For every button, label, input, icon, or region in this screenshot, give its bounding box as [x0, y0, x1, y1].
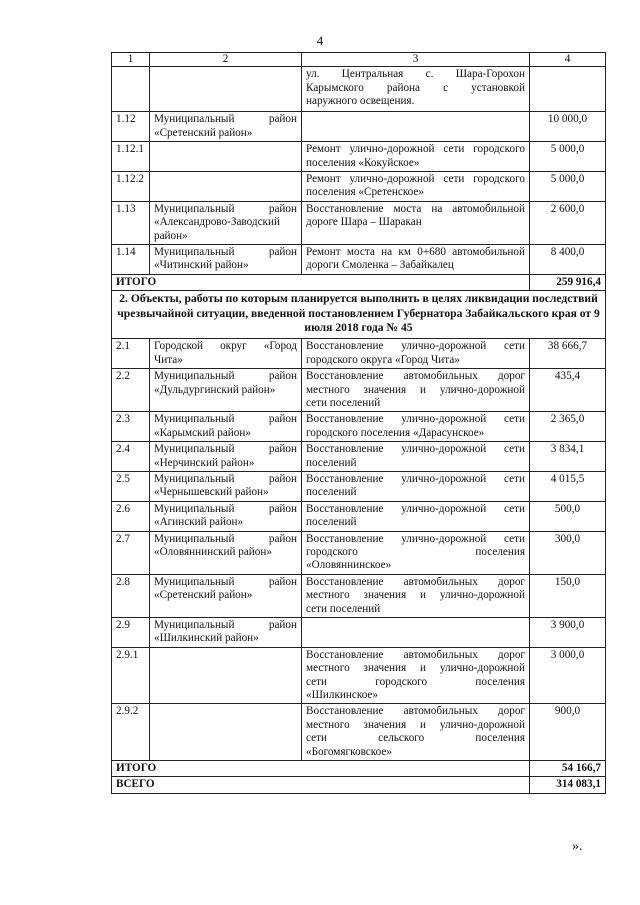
amount-cell: 435,4: [530, 369, 606, 412]
amount-cell: 900,0: [530, 704, 606, 761]
section-title: 2. Объекты, работы по которым планируется выполнить в целях ликвидации последствий чрезвычайной ситуации, введенной постановлением Губернатора Забайкальского края от 9 июля 2018 года № 45: [112, 291, 606, 339]
table-row: [112, 647, 606, 704]
work-cell: [302, 369, 530, 412]
cell-line: поселения «Сретенское»: [306, 186, 424, 199]
row-number: 1.12.2: [112, 172, 150, 202]
amount-cell: 2 365,0: [530, 412, 606, 442]
cell-line: местного значения и улично-дорожной: [306, 383, 525, 396]
cell-line: городского поселения: [306, 545, 525, 558]
cell-line: «Читинский район»: [154, 259, 249, 272]
section-2-title-row: [112, 291, 606, 339]
cell-line: поселений: [306, 516, 357, 529]
cell-line: Муниципальный район: [154, 443, 297, 456]
district-cell: [150, 172, 302, 202]
cell-line: «Сретенский район»: [154, 126, 253, 139]
cell-line: Муниципальный район: [154, 472, 297, 485]
district-cell: [150, 67, 302, 112]
table-row: [112, 471, 606, 501]
work-cell: [302, 201, 530, 244]
cell-line: Восстановление улично-дорожной сети: [306, 413, 525, 426]
cell-line: Муниципальный район: [154, 202, 297, 215]
cell-line: Восстановление улично-дорожной сети: [306, 502, 525, 515]
row-number: 2.2: [112, 369, 150, 412]
cell-line: местного значения и улично-дорожной: [306, 718, 525, 731]
continuation-row: [112, 67, 606, 112]
cell-line: «Сретенский район»: [154, 589, 253, 602]
row-number: 1.12.1: [112, 142, 150, 172]
cell-line: «Богомягковское»: [306, 745, 392, 758]
amount-cell: 10 000,0: [530, 112, 606, 142]
row-number: 2.6: [112, 501, 150, 531]
district-cell: [150, 704, 302, 761]
cell-line: Муниципальный район: [154, 532, 297, 545]
table-row: [112, 369, 606, 412]
amount-cell: 38 666,7: [530, 339, 606, 369]
cell-line: Восстановление улично-дорожной сети: [306, 443, 525, 456]
cell-line: «Оловяннинский район»: [154, 545, 272, 558]
work-cell: [302, 531, 530, 574]
cell-line: дороги Смоленка – Забайкалец: [306, 259, 454, 272]
cell-line: Восстановление автомобильных дорог: [306, 370, 525, 383]
allocation-table: [111, 52, 606, 794]
amount-cell: 3 900,0: [530, 618, 606, 648]
row-number: 2.9.1: [112, 647, 150, 704]
district-cell: [150, 501, 302, 531]
table-row: [112, 501, 606, 531]
row-number: 2.4: [112, 442, 150, 472]
header-col-2: 2: [150, 53, 302, 67]
row-number: 1.12: [112, 112, 150, 142]
header-col-3: 3: [302, 53, 530, 67]
district-cell: [150, 245, 302, 275]
row-number: 2.3: [112, 412, 150, 442]
total-value: 259 916,4: [530, 274, 606, 290]
table-row: [112, 531, 606, 574]
row-number: 2.9: [112, 618, 150, 648]
table-row: [112, 442, 606, 472]
header-col-4: 4: [530, 53, 606, 67]
cell-line: сети городского поселения: [306, 675, 525, 688]
cell-line: «Карымский район»: [154, 426, 251, 439]
district-cell: [150, 142, 302, 172]
cell-line: Чита»: [154, 353, 183, 366]
cell-line: городского округа «Город Чита»: [306, 353, 460, 366]
district-cell: [150, 339, 302, 369]
cell-line: район»: [154, 229, 188, 242]
header-col-1: 1: [112, 53, 150, 67]
amount-cell: 5 000,0: [530, 142, 606, 172]
table-row: [112, 201, 606, 244]
table-row: [112, 339, 606, 369]
work-cell: [302, 245, 530, 275]
cell-line: Восстановление улично-дорожной сети: [306, 472, 525, 485]
work-cell: [302, 442, 530, 472]
cell-line: местного значения и улично-дорожной: [306, 589, 525, 602]
cell-line: Ремонт моста на км 0+680 автомобильной: [306, 246, 525, 259]
total-value: 314 083,1: [530, 777, 606, 793]
work-cell: [302, 412, 530, 442]
total-label: ИТОГО: [112, 761, 530, 777]
cell-line: поселения «Кокуйское»: [306, 156, 420, 169]
cell-line: «Дульдургинский район»: [154, 383, 276, 396]
row-number: 2.8: [112, 574, 150, 617]
cell-line: Восстановление улично-дорожной сети: [306, 532, 525, 545]
total-value: 54 166,7: [530, 761, 606, 777]
work-cell: [302, 618, 530, 648]
table-row: [112, 574, 606, 617]
cell-line: Муниципальный район: [154, 370, 297, 383]
cell-line: Муниципальный район: [154, 619, 297, 631]
work-cell: [302, 172, 530, 202]
district-cell: [150, 647, 302, 704]
cell-line: Восстановление автомобильных дорог: [306, 705, 525, 718]
total-row-section-2: [112, 761, 606, 777]
cell-line: «Агинский район»: [154, 516, 244, 529]
work-cell: [302, 704, 530, 761]
cell-line: Муниципальный район: [154, 113, 297, 126]
cell-line: «Шилкинский район»: [154, 632, 259, 645]
cell-line: «Нерчинский район»: [154, 456, 255, 469]
work-line: ул. Центральная с. Шара-Горохон: [306, 68, 525, 81]
amount-cell: 2 600,0: [530, 201, 606, 244]
district-cell: [150, 412, 302, 442]
work-cell: [302, 112, 530, 142]
work-cell: [302, 142, 530, 172]
cell-line: сети поселений: [306, 396, 381, 409]
row-number: 2.1: [112, 339, 150, 369]
total-label: ВСЕГО: [112, 777, 530, 793]
district-cell: [150, 471, 302, 501]
cell-line: Ремонт улично-дорожной сети городского: [306, 143, 525, 156]
cell-line: городского поселения «Дарасунское»: [306, 426, 485, 439]
cell-line: Восстановление улично-дорожной сети: [306, 340, 525, 353]
cell-line: Муниципальный район: [154, 413, 297, 426]
cell-line: Муниципальный район: [154, 575, 297, 588]
work-line: Карымского района с установкой: [306, 81, 525, 94]
cell-line: Восстановление автомобильных дорог: [306, 575, 525, 588]
work-cell: [302, 574, 530, 617]
cell-line: «Шилкинское»: [306, 689, 378, 702]
cell-line: дороге Шара – Шаракан: [306, 216, 422, 229]
cell-line: поселений: [306, 456, 357, 469]
cell-line: сети поселений: [306, 602, 381, 615]
cell-line: Городской округ «Город: [154, 340, 297, 353]
cell-line: местного значения и улично-дорожной: [306, 662, 525, 675]
row-number: 2.7: [112, 531, 150, 574]
work-line: наружного освещения.: [306, 95, 415, 108]
amount-cell: 3 000,0: [530, 647, 606, 704]
cell-line: «Александрово-Заводский: [154, 216, 280, 229]
work-cell: [302, 647, 530, 704]
district-cell: [150, 442, 302, 472]
district-cell: [150, 531, 302, 574]
cell-line: Муниципальный район: [154, 246, 297, 259]
cell-line: поселений: [306, 486, 357, 499]
row-number: 1.14: [112, 245, 150, 275]
work-cell: [302, 67, 530, 112]
amount-cell: 500,0: [530, 501, 606, 531]
row-number: 2.9.2: [112, 704, 150, 761]
total-row-section-1: [112, 274, 606, 290]
table-row: [112, 245, 606, 275]
table-row: [112, 704, 606, 761]
table-row: [112, 172, 606, 202]
district-cell: [150, 618, 302, 648]
cell-line: «Оловяннинское»: [306, 559, 392, 572]
table-row: [112, 618, 606, 648]
table-row: [112, 412, 606, 442]
grand-total-row: [112, 777, 606, 793]
amount-cell: 300,0: [530, 531, 606, 574]
closing-quote-mark: ».: [572, 839, 583, 854]
amount-cell: 150,0: [530, 574, 606, 617]
page-number: 4: [316, 33, 324, 48]
row-number: 2.5: [112, 471, 150, 501]
work-cell: [302, 501, 530, 531]
district-cell: [150, 112, 302, 142]
amount-cell: 5 000,0: [530, 172, 606, 202]
amount-cell: 3 834,1: [530, 442, 606, 472]
cell-line: «Чернышевский район»: [154, 486, 269, 499]
cell-line: Восстановление моста на автомобильной: [306, 202, 525, 215]
amount-cell: 4 015,5: [530, 471, 606, 501]
amount-cell: [530, 67, 606, 112]
work-cell: [302, 339, 530, 369]
table-row: [112, 142, 606, 172]
header-row: [112, 53, 606, 67]
cell-line: Ремонт улично-дорожной сети городского: [306, 173, 525, 186]
cell-line: Восстановление автомобильных дорог: [306, 648, 525, 661]
district-cell: [150, 369, 302, 412]
row-number: [112, 67, 150, 112]
cell-line: Муниципальный район: [154, 502, 297, 515]
amount-cell: 8 400,0: [530, 245, 606, 275]
row-number: 1.13: [112, 201, 150, 244]
table-row: [112, 112, 606, 142]
total-label: ИТОГО: [112, 274, 530, 290]
district-cell: [150, 574, 302, 617]
cell-line: сети сельского поселения: [306, 732, 525, 745]
work-cell: [302, 471, 530, 501]
district-cell: [150, 201, 302, 244]
